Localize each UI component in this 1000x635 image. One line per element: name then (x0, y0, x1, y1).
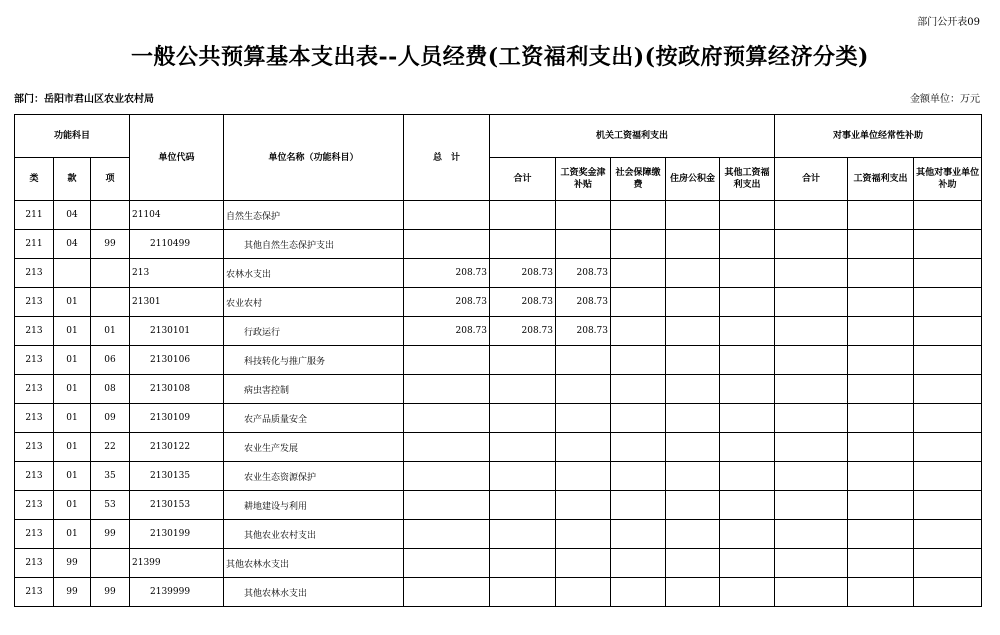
cell-agency-other (720, 433, 775, 462)
cell-unit-name: 农业生产发展 (224, 433, 404, 462)
header-unit-code: 单位代码 (130, 115, 224, 201)
cell-agency-salary (556, 462, 611, 491)
cell-kuan: 01 (54, 433, 91, 462)
cell-agency-social (611, 230, 666, 259)
table-row (15, 404, 982, 433)
cell-inst-subtotal (775, 375, 848, 404)
cell-agency-other (720, 288, 775, 317)
cell-unit-code: 2130122 (130, 433, 224, 462)
cell-unit-code: 2130108 (130, 375, 224, 404)
cell-agency-subtotal: 208.73 (490, 259, 556, 288)
cell-agency-subtotal (490, 404, 556, 433)
cell-inst-subtotal (775, 230, 848, 259)
cell-unit-name: 农业农村 (224, 288, 404, 317)
cell-total (404, 520, 490, 549)
table-row (15, 462, 982, 491)
cell-inst-other (914, 259, 982, 288)
header-inst-other: 其他对事业单位补助 (914, 158, 982, 201)
cell-agency-other (720, 491, 775, 520)
cell-kuan: 99 (54, 578, 91, 607)
cell-inst-salary (848, 549, 914, 578)
table-row (15, 491, 982, 520)
cell-xiang: 09 (91, 404, 130, 433)
cell-inst-salary (848, 259, 914, 288)
cell-lei: 211 (15, 230, 54, 259)
cell-lei: 213 (15, 317, 54, 346)
header-xiang: 项 (91, 158, 130, 201)
cell-agency-social (611, 288, 666, 317)
cell-kuan: 01 (54, 346, 91, 375)
cell-inst-salary (848, 491, 914, 520)
cell-agency-social (611, 317, 666, 346)
cell-agency-subtotal (490, 491, 556, 520)
cell-unit-name: 耕地建设与利用 (224, 491, 404, 520)
table-row (15, 520, 982, 549)
cell-lei: 213 (15, 288, 54, 317)
cell-agency-subtotal: 208.73 (490, 288, 556, 317)
table-row (15, 346, 982, 375)
cell-xiang: 01 (91, 317, 130, 346)
cell-agency-subtotal (490, 230, 556, 259)
cell-xiang: 53 (91, 491, 130, 520)
header-institution-group: 对事业单位经常性补助 (775, 115, 982, 158)
cell-total (404, 201, 490, 230)
cell-inst-salary (848, 317, 914, 346)
cell-agency-social (611, 404, 666, 433)
cell-agency-other (720, 549, 775, 578)
cell-xiang: 35 (91, 462, 130, 491)
header-agency-other: 其他工资福利支出 (720, 158, 775, 201)
cell-unit-name: 行政运行 (224, 317, 404, 346)
cell-inst-salary (848, 201, 914, 230)
cell-lei: 213 (15, 520, 54, 549)
cell-total: 208.73 (404, 259, 490, 288)
cell-agency-salary (556, 578, 611, 607)
cell-lei: 213 (15, 462, 54, 491)
cell-agency-subtotal: 208.73 (490, 317, 556, 346)
cell-inst-salary (848, 288, 914, 317)
cell-unit-code: 2130106 (130, 346, 224, 375)
cell-total (404, 404, 490, 433)
cell-kuan: 01 (54, 462, 91, 491)
cell-agency-social (611, 520, 666, 549)
cell-agency-salary (556, 433, 611, 462)
cell-agency-housing (666, 259, 720, 288)
table-row (15, 317, 982, 346)
header-total: 总 计 (404, 115, 490, 201)
cell-lei: 213 (15, 578, 54, 607)
cell-agency-subtotal (490, 201, 556, 230)
cell-kuan: 99 (54, 549, 91, 578)
department-label: 部门：岳阳市君山区农业农村局 (14, 94, 154, 105)
cell-inst-subtotal (775, 288, 848, 317)
cell-agency-other (720, 404, 775, 433)
cell-lei: 213 (15, 549, 54, 578)
cell-agency-subtotal (490, 346, 556, 375)
table-row (15, 201, 982, 230)
cell-total: 208.73 (404, 288, 490, 317)
header-func-subject: 功能科目 (15, 115, 130, 158)
cell-lei: 213 (15, 433, 54, 462)
cell-unit-code: 213 (130, 259, 224, 288)
cell-total (404, 230, 490, 259)
cell-inst-other (914, 375, 982, 404)
cell-inst-salary (848, 578, 914, 607)
cell-inst-other (914, 491, 982, 520)
cell-inst-salary (848, 462, 914, 491)
cell-unit-code: 2130135 (130, 462, 224, 491)
cell-xiang: 22 (91, 433, 130, 462)
cell-inst-subtotal (775, 578, 848, 607)
cell-agency-housing (666, 578, 720, 607)
cell-kuan: 04 (54, 230, 91, 259)
cell-inst-subtotal (775, 491, 848, 520)
header-agency-social: 社会保障缴费 (611, 158, 666, 201)
cell-agency-other (720, 317, 775, 346)
table-number-label: 部门公开表09 (917, 17, 980, 28)
cell-total (404, 549, 490, 578)
cell-unit-code: 2139999 (130, 578, 224, 607)
cell-inst-subtotal (775, 201, 848, 230)
header-agency-group: 机关工资福利支出 (490, 115, 775, 158)
cell-inst-other (914, 462, 982, 491)
cell-inst-salary (848, 230, 914, 259)
cell-agency-salary (556, 346, 611, 375)
table-row (15, 230, 982, 259)
cell-agency-housing (666, 317, 720, 346)
cell-inst-salary (848, 520, 914, 549)
cell-agency-salary: 208.73 (556, 317, 611, 346)
cell-xiang (91, 259, 130, 288)
cell-inst-salary (848, 375, 914, 404)
cell-unit-name: 农林水支出 (224, 259, 404, 288)
header-inst-salary: 工资福利支出 (848, 158, 914, 201)
cell-unit-name: 其他农林水支出 (224, 578, 404, 607)
cell-inst-salary (848, 346, 914, 375)
cell-agency-social (611, 346, 666, 375)
cell-unit-name: 病虫害控制 (224, 375, 404, 404)
cell-kuan: 01 (54, 404, 91, 433)
cell-xiang: 06 (91, 346, 130, 375)
cell-xiang: 99 (91, 520, 130, 549)
cell-inst-subtotal (775, 404, 848, 433)
table-row (15, 549, 982, 578)
table-row (15, 375, 982, 404)
cell-lei: 213 (15, 259, 54, 288)
header-kuan: 款 (54, 158, 91, 201)
cell-agency-social (611, 491, 666, 520)
cell-kuan: 01 (54, 317, 91, 346)
cell-agency-social (611, 375, 666, 404)
cell-unit-code: 2130109 (130, 404, 224, 433)
cell-xiang (91, 549, 130, 578)
cell-total: 208.73 (404, 317, 490, 346)
cell-agency-subtotal (490, 433, 556, 462)
cell-inst-subtotal (775, 549, 848, 578)
cell-unit-name: 农业生态资源保护 (224, 462, 404, 491)
table-row (15, 288, 982, 317)
cell-agency-housing (666, 230, 720, 259)
cell-agency-housing (666, 433, 720, 462)
cell-agency-housing (666, 549, 720, 578)
cell-agency-subtotal (490, 375, 556, 404)
cell-agency-other (720, 346, 775, 375)
cell-agency-social (611, 433, 666, 462)
cell-agency-other (720, 259, 775, 288)
cell-unit-code: 21399 (130, 549, 224, 578)
cell-agency-housing (666, 404, 720, 433)
cell-agency-social (611, 549, 666, 578)
cell-total (404, 462, 490, 491)
cell-agency-social (611, 201, 666, 230)
cell-inst-other (914, 404, 982, 433)
cell-agency-salary (556, 491, 611, 520)
cell-inst-other (914, 201, 982, 230)
cell-agency-salary (556, 201, 611, 230)
cell-agency-subtotal (490, 520, 556, 549)
cell-agency-social (611, 462, 666, 491)
cell-agency-other (720, 578, 775, 607)
cell-unit-code: 21301 (130, 288, 224, 317)
cell-xiang: 99 (91, 578, 130, 607)
cell-agency-social (611, 578, 666, 607)
cell-agency-salary (556, 404, 611, 433)
cell-agency-housing (666, 201, 720, 230)
cell-lei: 213 (15, 491, 54, 520)
header-agency-subtotal: 合计 (490, 158, 556, 201)
budget-table (14, 114, 982, 607)
cell-inst-subtotal (775, 346, 848, 375)
cell-inst-subtotal (775, 259, 848, 288)
cell-inst-other (914, 346, 982, 375)
cell-agency-social (611, 259, 666, 288)
cell-agency-other (720, 520, 775, 549)
cell-inst-other (914, 578, 982, 607)
cell-total (404, 491, 490, 520)
cell-agency-salary (556, 549, 611, 578)
cell-agency-other (720, 230, 775, 259)
cell-kuan (54, 259, 91, 288)
cell-agency-salary (556, 375, 611, 404)
cell-inst-subtotal (775, 433, 848, 462)
cell-agency-housing (666, 491, 720, 520)
cell-inst-salary (848, 433, 914, 462)
page-title: 一般公共预算基本支出表--人员经费(工资福利支出)(按政府预算经济分类) (131, 44, 869, 70)
cell-kuan: 01 (54, 288, 91, 317)
cell-agency-subtotal (490, 578, 556, 607)
cell-unit-code: 2110499 (130, 230, 224, 259)
cell-inst-other (914, 317, 982, 346)
cell-kuan: 01 (54, 520, 91, 549)
cell-agency-salary: 208.73 (556, 259, 611, 288)
cell-total (404, 346, 490, 375)
cell-lei: 213 (15, 375, 54, 404)
cell-kuan: 01 (54, 491, 91, 520)
cell-lei: 213 (15, 346, 54, 375)
cell-unit-name: 农产品质量安全 (224, 404, 404, 433)
cell-inst-other (914, 520, 982, 549)
cell-agency-housing (666, 520, 720, 549)
header-agency-salary: 工资奖金津补贴 (556, 158, 611, 201)
cell-unit-name: 其他农林水支出 (224, 549, 404, 578)
table-row (15, 433, 982, 462)
cell-agency-other (720, 375, 775, 404)
cell-unit-name: 科技转化与推广服务 (224, 346, 404, 375)
cell-total (404, 578, 490, 607)
cell-agency-housing (666, 346, 720, 375)
cell-total (404, 433, 490, 462)
table-row (15, 259, 982, 288)
cell-xiang (91, 288, 130, 317)
cell-total (404, 375, 490, 404)
cell-inst-subtotal (775, 462, 848, 491)
cell-inst-other (914, 288, 982, 317)
cell-unit-code: 2130199 (130, 520, 224, 549)
cell-inst-salary (848, 404, 914, 433)
cell-agency-subtotal (490, 462, 556, 491)
cell-unit-name: 其他农业农村支出 (224, 520, 404, 549)
cell-kuan: 01 (54, 375, 91, 404)
cell-lei: 213 (15, 404, 54, 433)
cell-agency-subtotal (490, 549, 556, 578)
amount-unit-label: 金额单位：万元 (910, 94, 980, 105)
cell-agency-housing (666, 462, 720, 491)
cell-unit-code: 2130101 (130, 317, 224, 346)
cell-agency-salary: 208.73 (556, 288, 611, 317)
cell-agency-other (720, 462, 775, 491)
cell-agency-housing (666, 288, 720, 317)
cell-xiang: 99 (91, 230, 130, 259)
cell-unit-code: 2130153 (130, 491, 224, 520)
cell-inst-subtotal (775, 317, 848, 346)
cell-inst-other (914, 549, 982, 578)
cell-unit-name: 其他自然生态保护支出 (224, 230, 404, 259)
header-lei: 类 (15, 158, 54, 201)
header-agency-housing: 住房公积金 (666, 158, 720, 201)
cell-unit-code: 21104 (130, 201, 224, 230)
cell-agency-salary (556, 520, 611, 549)
cell-agency-housing (666, 375, 720, 404)
cell-inst-subtotal (775, 520, 848, 549)
cell-agency-other (720, 201, 775, 230)
cell-xiang: 08 (91, 375, 130, 404)
cell-inst-other (914, 230, 982, 259)
cell-unit-name: 自然生态保护 (224, 201, 404, 230)
header-unit-name: 单位名称（功能科目） (224, 115, 404, 201)
cell-inst-other (914, 433, 982, 462)
cell-kuan: 04 (54, 201, 91, 230)
cell-agency-salary (556, 230, 611, 259)
cell-xiang (91, 201, 130, 230)
cell-lei: 211 (15, 201, 54, 230)
table-row (15, 578, 982, 607)
header-inst-subtotal: 合计 (775, 158, 848, 201)
